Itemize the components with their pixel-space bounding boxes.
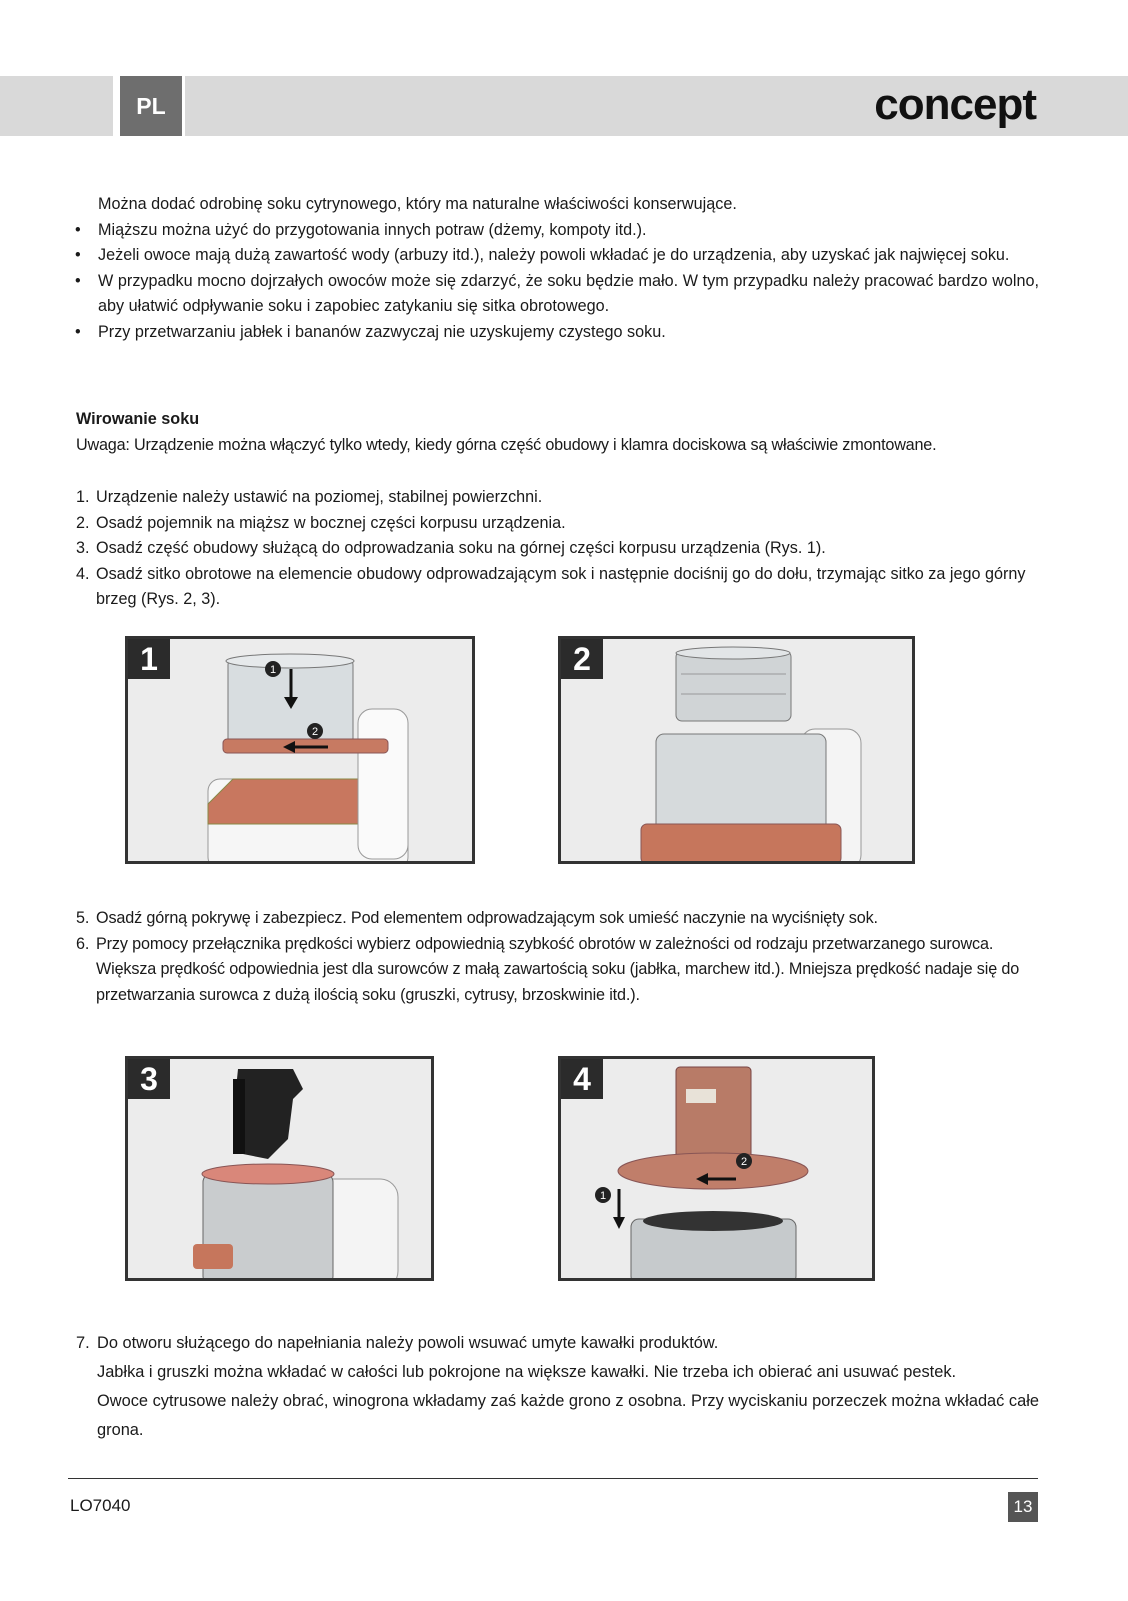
figure-badge: 1 — [128, 639, 170, 679]
figure-2 — [558, 636, 915, 864]
steps-list-b — [76, 906, 1046, 1008]
step-item: 4. Osadź sitko obrotowe na elemencie obudowy odprowadzającym sok i następnie dociśnij go do dołu, trzymając sitko za jego górny brzeg (Rys. 2, 3). — [76, 564, 1026, 608]
figure-2-illustration — [561, 639, 912, 861]
brand-logo: concept — [874, 80, 1036, 129]
figure-badge: 4 — [561, 1059, 603, 1099]
language-badge: PL — [120, 76, 182, 136]
bullet-marker: • — [75, 220, 81, 239]
list-item: • Przy przetwarzaniu jabłek i bananów zazwyczaj nie uzyskujemy czystego soku. — [73, 320, 1039, 346]
svg-text:1: 1 — [599, 1190, 607, 1202]
model-number: LO7040 — [70, 1496, 131, 1515]
section-title: Wirowanie soku — [76, 410, 200, 428]
bullet-marker: • — [75, 271, 81, 290]
steps-list-a — [76, 485, 1046, 613]
bullet-marker: • — [75, 322, 81, 341]
svg-text:2: 2 — [311, 726, 319, 738]
step-item: 7. Do otworu służącego do napełniania należy powoli wsuwać umyte kawałki produktów. Jabłka i gruszki można wkładać w całości lub pokrojone na większe kawałki. Nie trzeba ich obierać ani usuwać pestek. Owoce cytrusowe należy obrać, winogrona wkładamy zaś każde grono z osobna. Przy wyciskaniu porzeczek można wkładać całe grona. — [76, 1334, 1039, 1439]
list-item: • Jeżeli owoce mają dużą zawartość wody (arbuzy itd.), należy powoli wkładać je do urządzenia, aby uzyskać jak najwięcej soku. — [73, 243, 1039, 269]
tips-list — [73, 192, 1039, 345]
figure-4-illustration — [561, 1059, 872, 1278]
footer-divider — [68, 1478, 1038, 1479]
figure-1-illustration — [128, 639, 472, 861]
step-item: 5. Osadź górną pokrywę i zabezpiecz. Pod elementem odprowadzającym sok umieść naczynie na wyciśnięty sok. — [76, 909, 878, 927]
figure-3 — [125, 1056, 434, 1281]
list-item: Można dodać odrobinę soku cytrynowego, który ma naturalne właściwości konserwujące. — [98, 195, 737, 213]
figure-3-illustration — [128, 1059, 431, 1278]
step-item: 2. Osadź pojemnik na miąższ w bocznej części korpusu urządzenia. — [76, 513, 566, 532]
list-item: • Miąższu można użyć do przygotowania innych potraw (dżemy, kompoty itd.). — [73, 218, 1039, 244]
bullet-marker: • — [75, 246, 81, 264]
list-item: • W przypadku mocno dojrzałych owoców może się zdarzyć, że soku będzie mało. W tym przypadku należy pracować bardzo wolno, aby ułatwić odpływanie soku i zapobiec zatykaniu się sitka obrotowego. — [73, 269, 1039, 320]
section-note: Uwaga: Urządzenie można włączyć tylko wtedy, kiedy górna część obudowy i klamra dociskowa są właściwie zmontowane. — [76, 436, 937, 454]
figure-badge: 3 — [128, 1059, 170, 1099]
figure-badge: 2 — [561, 639, 603, 679]
svg-text:2: 2 — [740, 1156, 748, 1168]
figure-1 — [125, 636, 475, 864]
step-item: 6. Przy pomocy przełącznika prędkości wybierz odpowiednią szybkość obrotów w zależności od rodzaju przetwarzanego surowca. Większa prędkość odpowiednia jest dla surowców z małą zawartością soku (jabłka, marchew itd.). Mniejsza prędkość nadaje się do przetwarzania surowca z dużą ilością soku (gruszki, cytrusy, brzoskwinie itd.). — [76, 934, 1020, 1004]
step-item: 3. Osadź część obudowy służącą do odprowadzania soku na górnej części korpusu urządzenia (Rys. 1). — [76, 539, 826, 557]
figure-4 — [558, 1056, 875, 1281]
svg-text:1: 1 — [269, 664, 277, 676]
step-7 — [76, 1329, 1046, 1445]
page-number: 13 — [1008, 1492, 1038, 1522]
step-item: 1. Urządzenie należy ustawić na poziomej, stabilnej powierzchni. — [76, 488, 543, 506]
